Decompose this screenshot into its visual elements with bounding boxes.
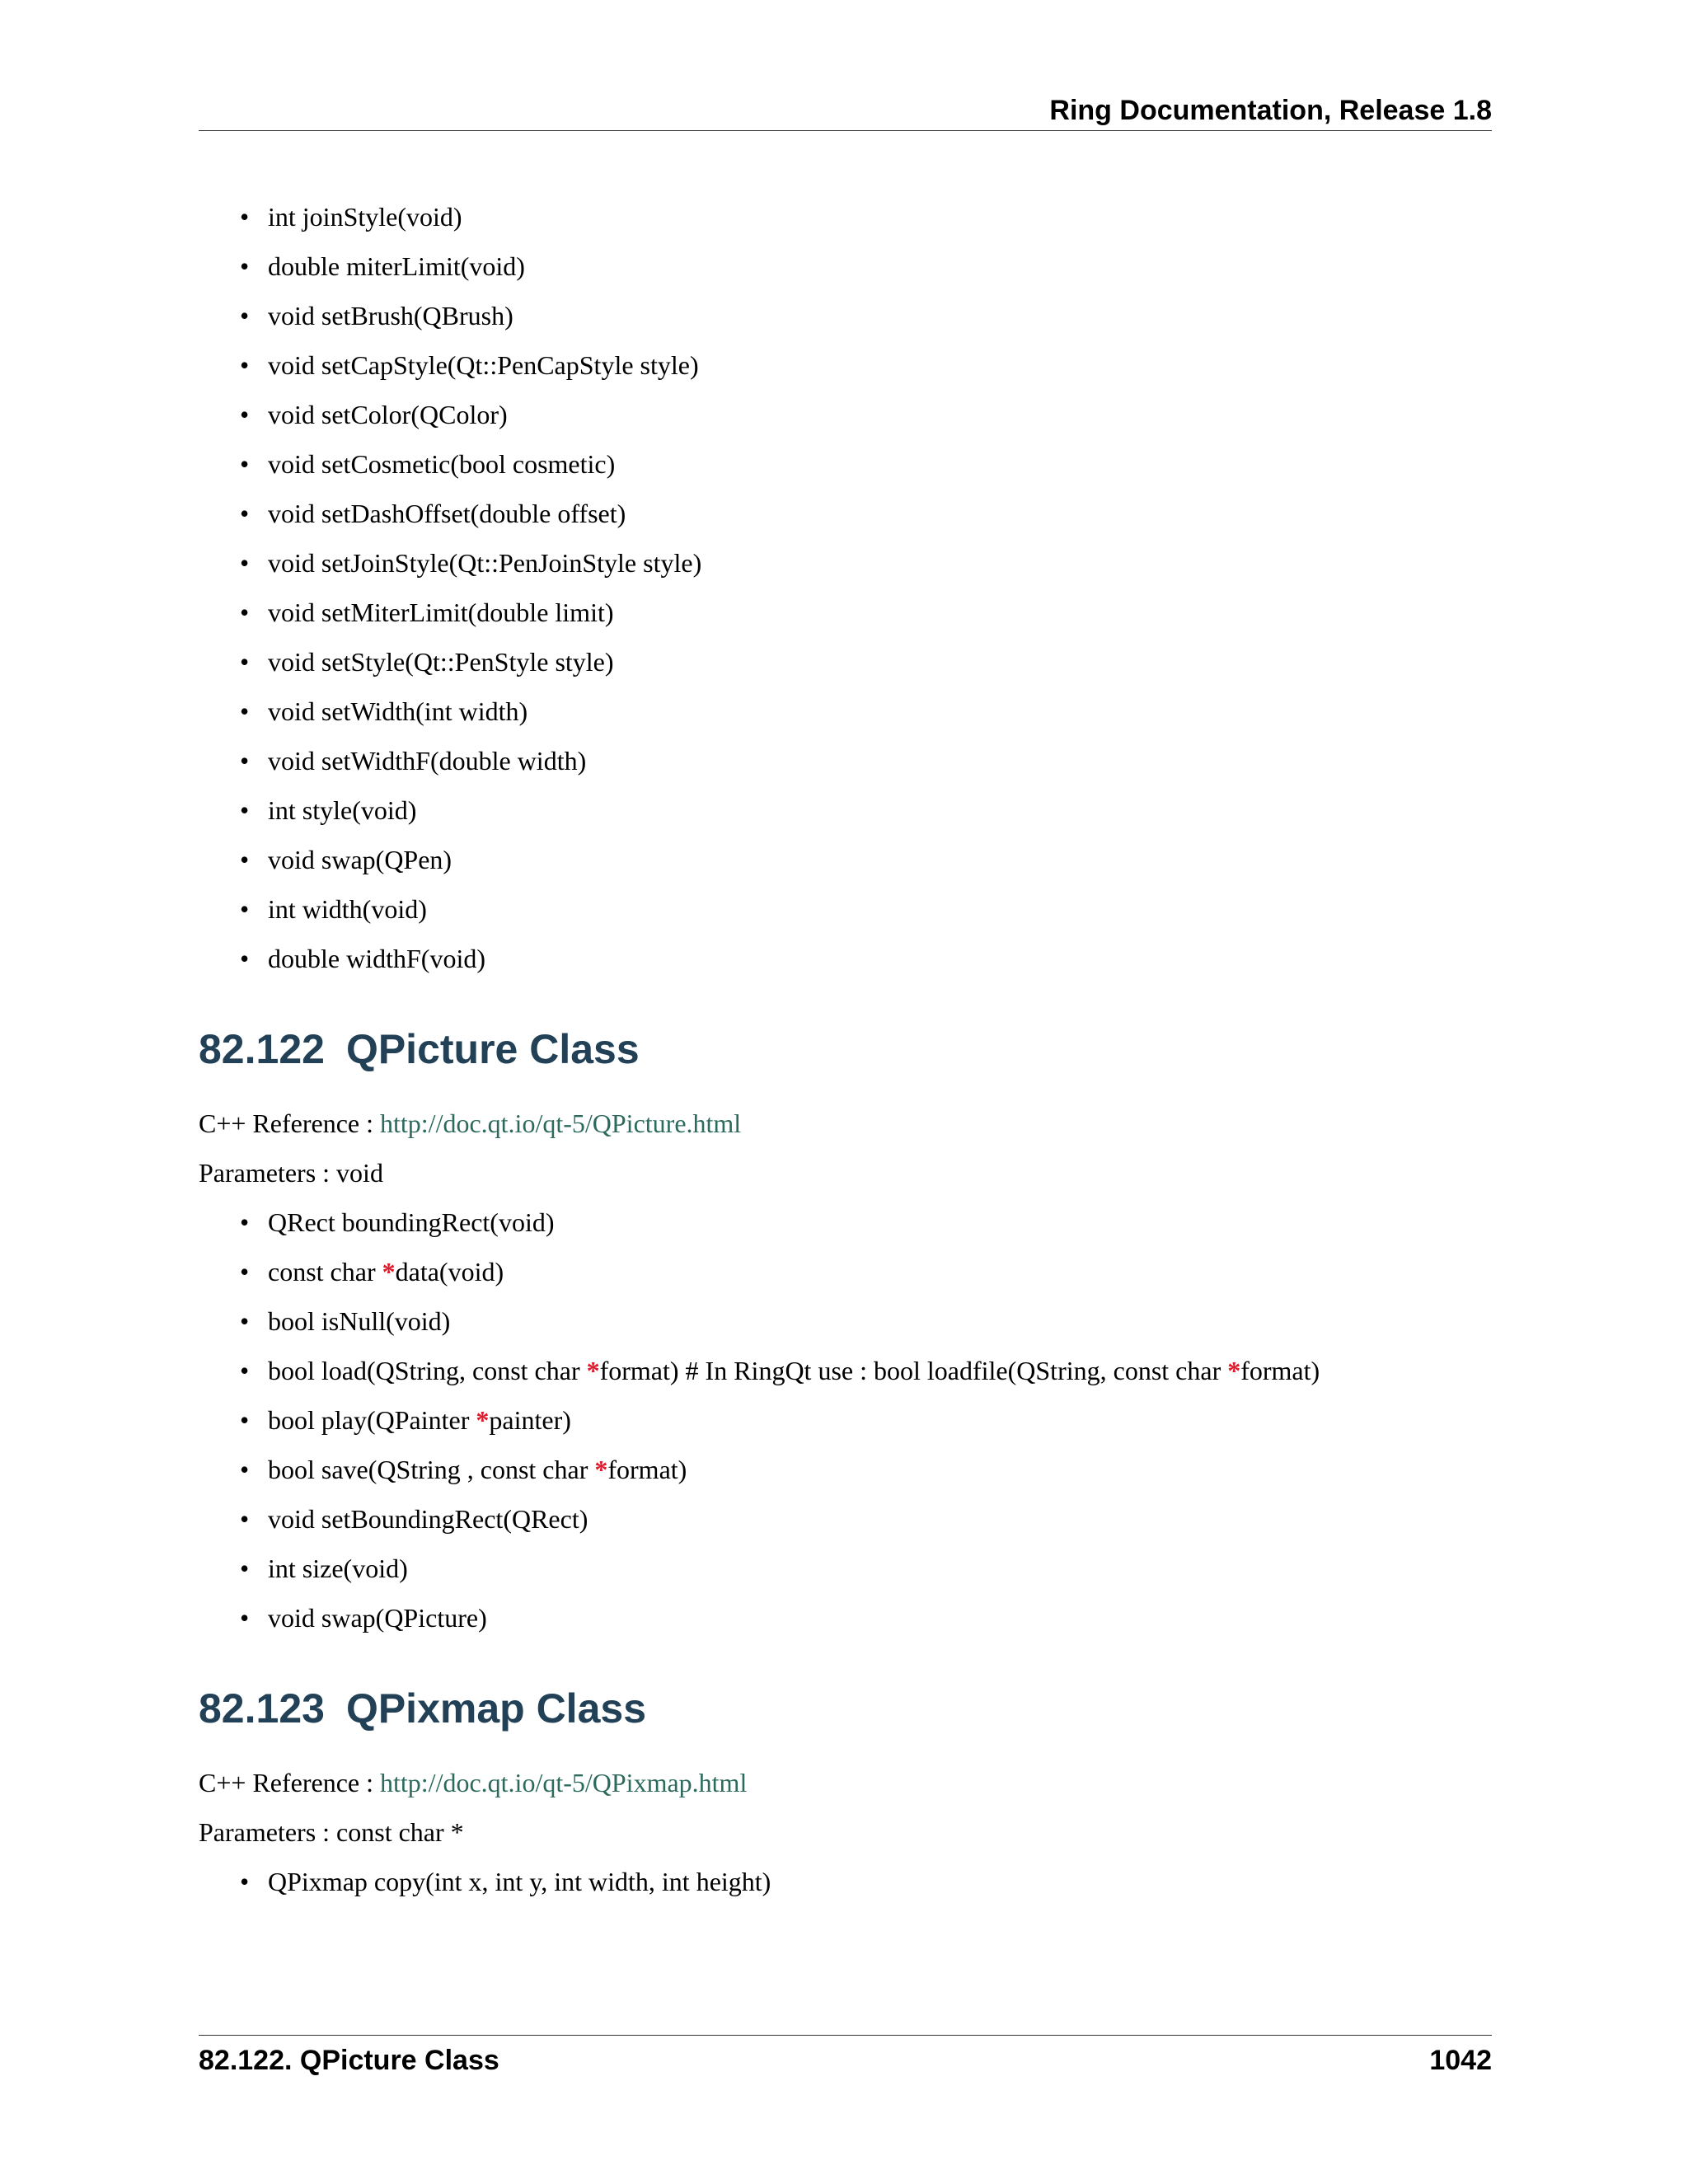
list-item: • double widthF(void): [268, 934, 1492, 983]
page-content: [199, 192, 1492, 1906]
cpp-reference-qpicture: [199, 1099, 1492, 1148]
list-item: • void setJoinStyle(Qt::PenJoinStyle style): [268, 538, 1492, 588]
list-item: • int joinStyle(void): [268, 192, 1492, 241]
list-item: • double miterLimit(void): [268, 241, 1492, 291]
running-footer: [199, 2042, 1492, 2079]
page-number: 1042: [1429, 2045, 1492, 2076]
list-item: • int style(void): [268, 785, 1492, 835]
pointer-star: *: [476, 1405, 490, 1435]
header-rule: [199, 130, 1492, 131]
section-heading: QPicture Class: [345, 1026, 640, 1072]
list-item: [268, 1395, 1492, 1445]
list-item: • void setCapStyle(Qt::PenCapStyle style): [268, 340, 1492, 390]
pointer-star: *: [594, 1455, 608, 1484]
parameters-qpicture: Parameters : void: [199, 1158, 383, 1188]
list-item: • void setDashOffset(double offset): [268, 489, 1492, 538]
list-item: • void setCosmetic(bool cosmetic): [268, 439, 1492, 489]
pointer-star: *: [1227, 1356, 1241, 1385]
qpixmap-method-list: [199, 1857, 1492, 1906]
list-item: • void setColor(QColor): [268, 390, 1492, 439]
parameters-qpixmap: Parameters : const char *: [199, 1817, 464, 1847]
list-item: • QRect boundingRect(void): [268, 1197, 1492, 1247]
list-item: • int size(void): [268, 1544, 1492, 1593]
section-number: 82.122: [199, 1026, 325, 1072]
list-item: • void swap(QPen): [268, 835, 1492, 884]
cpp-reference-qpixmap: [199, 1758, 1492, 1807]
list-item: • void setWidth(int width): [268, 687, 1492, 736]
method-text: const char: [268, 1257, 382, 1286]
method-text: bool play(QPainter: [268, 1405, 476, 1435]
footer-section-title: 82.122. QPicture Class: [199, 2045, 499, 2076]
list-item: • void setMiterLimit(double limit): [268, 588, 1492, 637]
list-item: [268, 1247, 1492, 1296]
list-item: • bool isNull(void): [268, 1296, 1492, 1346]
running-header: Ring Documentation, Release 1.8: [1049, 95, 1492, 126]
reference-link[interactable]: http://doc.qt.io/qt-5/QPicture.html: [380, 1108, 742, 1138]
section-number: 82.123: [199, 1685, 325, 1732]
list-item: • void setBrush(QBrush): [268, 291, 1492, 340]
list-item: • void swap(QPicture): [268, 1593, 1492, 1643]
method-text: painter): [489, 1405, 571, 1435]
method-text: format): [607, 1455, 687, 1484]
method-text: format): [1240, 1356, 1320, 1385]
list-item: • int width(void): [268, 884, 1492, 934]
list-item: • void setStyle(Qt::PenStyle style): [268, 637, 1492, 687]
list-item: • void setWidthF(double width): [268, 736, 1492, 785]
section-heading: QPixmap Class: [345, 1685, 646, 1732]
list-item: [268, 1445, 1492, 1494]
list-item: • QPixmap copy(int x, int y, int width, int height): [268, 1857, 1492, 1906]
reference-link[interactable]: http://doc.qt.io/qt-5/QPixmap.html: [380, 1768, 748, 1797]
method-text: data(void): [395, 1257, 504, 1286]
reference-label: C++ Reference :: [199, 1108, 380, 1138]
reference-label: C++ Reference :: [199, 1768, 380, 1797]
method-text: format) # In RingQt use : bool loadfile(QString, const char: [599, 1356, 1228, 1385]
document-page: [199, 0, 1492, 2184]
method-text: bool save(QString , const char: [268, 1455, 595, 1484]
section-title-qpixmap: [199, 1684, 1492, 1733]
footer-rule: [199, 2035, 1492, 2036]
qpicture-method-list: [199, 1197, 1492, 1643]
section-title-qpicture: [199, 1024, 1492, 1074]
pointer-star: *: [382, 1257, 396, 1286]
qpen-method-list: [199, 192, 1492, 983]
list-item: • void setBoundingRect(QRect): [268, 1494, 1492, 1544]
method-text: bool load(QString, const char: [268, 1356, 587, 1385]
list-item: [268, 1346, 1492, 1395]
pointer-star: *: [586, 1356, 600, 1385]
